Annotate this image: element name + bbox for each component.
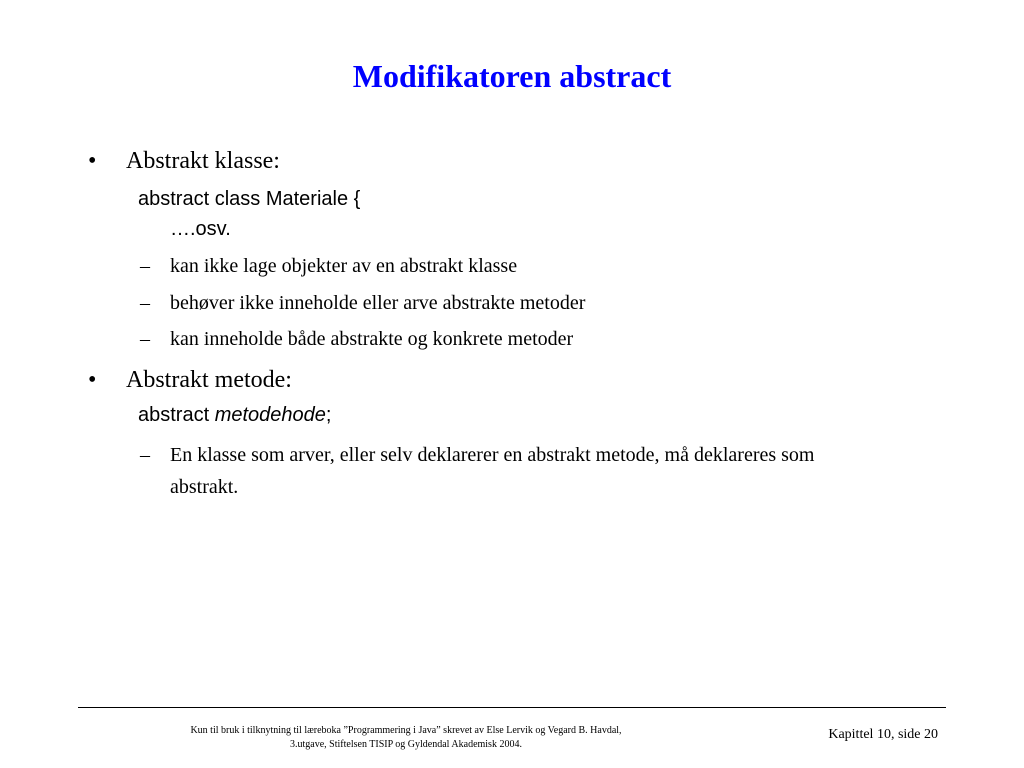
footer-credit-line: 3.utgave, Stiftelsen TISIP og Gyldendal Akademisk 2004.	[290, 739, 522, 750]
subitem-inherit-rule: En klasse som arver, eller selv deklarerer en abstrakt metode, må deklareres som abstrakt.	[170, 444, 815, 498]
footer-divider	[78, 707, 946, 708]
dash-marker: –	[140, 328, 150, 350]
bullet-abstract-method: Abstrakt metode:	[126, 367, 292, 393]
code-semicolon: ;	[325, 404, 332, 426]
page-number: Kapittel 10, side 20	[828, 727, 938, 742]
dash-marker: –	[140, 255, 150, 277]
code-class-declaration: abstract class Materiale {	[138, 188, 361, 210]
code-keyword: abstract	[138, 404, 215, 426]
footer-credit	[100, 724, 712, 752]
dash-marker: –	[140, 444, 150, 466]
subitem-no-abstract-methods-needed: behøver ikke inneholde eller arve abstrakte metoder	[170, 292, 586, 314]
subitem-both-method-kinds: kan inneholde både abstrakte og konkrete metoder	[170, 328, 574, 350]
footer-credit-line: Kun til bruk i tilknytning til læreboka ”Programmering i Java” skrevet av Else Lervik og Vegard B. Havdal,	[190, 725, 622, 736]
bullet-marker: •	[88, 148, 97, 174]
code-ellipsis: ….osv.	[170, 218, 231, 240]
bullet-abstract-class: Abstrakt klasse:	[126, 148, 280, 174]
subitem-no-objects: kan ikke lage objekter av en abstrakt klasse	[170, 255, 518, 277]
bullet-marker: •	[88, 367, 97, 393]
code-method-header: metodehode	[214, 404, 326, 426]
code-method-declaration	[138, 402, 331, 428]
slide-title: Modifikatoren abstract	[352, 58, 672, 94]
dash-marker: –	[140, 292, 150, 314]
